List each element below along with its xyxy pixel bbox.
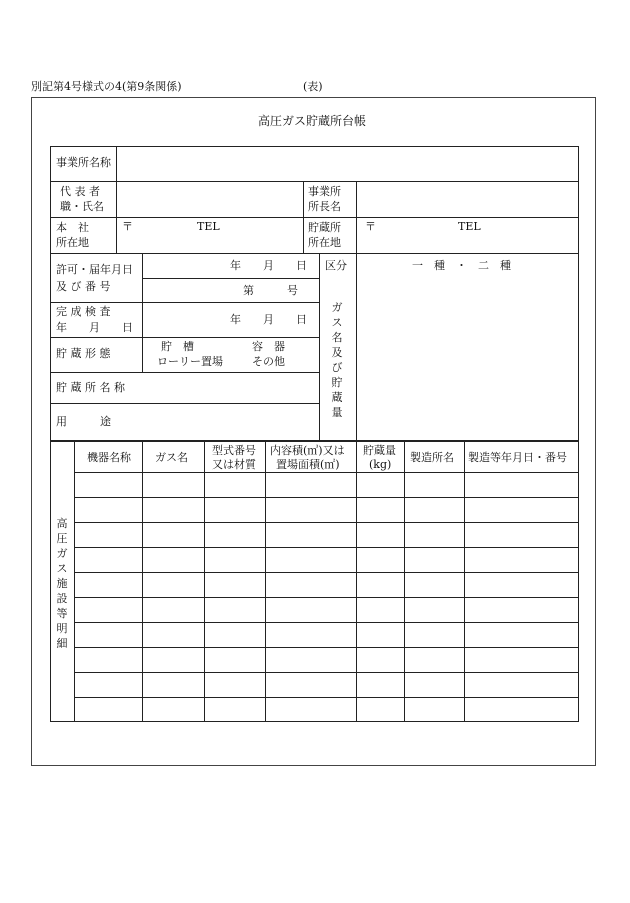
col-make-date: 製造等年月日・番号	[468, 451, 567, 464]
representative-label-1: 代 表 者	[60, 185, 100, 198]
permit-label-2: 及 び 番 号	[56, 280, 111, 293]
storage-form-label: 貯 蔵 形 態	[56, 347, 111, 360]
completion-label-1: 完 成 検 査	[56, 305, 111, 318]
gas-name-amount-label: ガス名及び貯蔵量	[331, 301, 343, 419]
storage-option-container: 容 器	[252, 340, 285, 353]
col-model-2: 又は材質	[212, 458, 256, 471]
hq-label-1: 本 社	[56, 221, 89, 234]
business-name-label: 事業所名称	[56, 156, 111, 169]
storage-name-label: 貯 蔵 所 名 称	[56, 381, 125, 394]
hq-tel-label: TEL	[197, 220, 220, 233]
permit-date: 年 月 日	[230, 259, 307, 272]
col-gas-name: ガス名	[155, 451, 188, 464]
permit-label-1: 許可・届年月日	[56, 263, 133, 276]
page-title: 高圧ガス貯蔵所台帳	[258, 114, 367, 128]
facility-details-label: 高圧ガス施設等明細	[56, 517, 68, 650]
usage-label: 用 途	[56, 415, 111, 428]
col-volume-2: 置場面積(㎡)	[276, 458, 340, 471]
category-label: 区分	[325, 259, 347, 272]
hq-label-2: 所在地	[56, 236, 89, 249]
form-number: 別記第4号様式の4(第9条関係)	[31, 80, 182, 93]
storage-location-label-1: 貯蔵所	[308, 221, 341, 234]
col-amount-1: 貯蔵量	[363, 444, 396, 457]
storage-postal-mark: 〒	[365, 220, 376, 233]
storage-location-label-2: 所在地	[308, 236, 341, 249]
col-volume-1: 内容積(㎥)又は	[270, 444, 345, 457]
hq-postal-mark: 〒	[122, 220, 133, 233]
col-maker: 製造所名	[410, 451, 454, 464]
col-amount-2: (kg)	[369, 458, 392, 471]
completion-date: 年 月 日	[230, 313, 307, 326]
permit-number: 第 号	[243, 284, 298, 297]
site-manager-label-1: 事業所	[308, 185, 341, 198]
completion-label-2: 年 月 日	[56, 321, 133, 334]
representative-label-2: 職・氏名	[60, 200, 104, 213]
site-manager-label-2: 所長名	[308, 200, 341, 213]
col-model-1: 型式番号	[212, 444, 256, 457]
storage-option-tank: 貯 槽	[161, 340, 194, 353]
storage-option-lorry: ローリー置場	[157, 355, 223, 368]
col-equipment-name: 機器名称	[87, 451, 131, 464]
storage-option-other: その他	[252, 355, 285, 368]
category-value: 一 種 ・ 二 種	[412, 259, 511, 272]
storage-tel-label: TEL	[458, 220, 481, 233]
side-label: (表)	[303, 80, 323, 93]
